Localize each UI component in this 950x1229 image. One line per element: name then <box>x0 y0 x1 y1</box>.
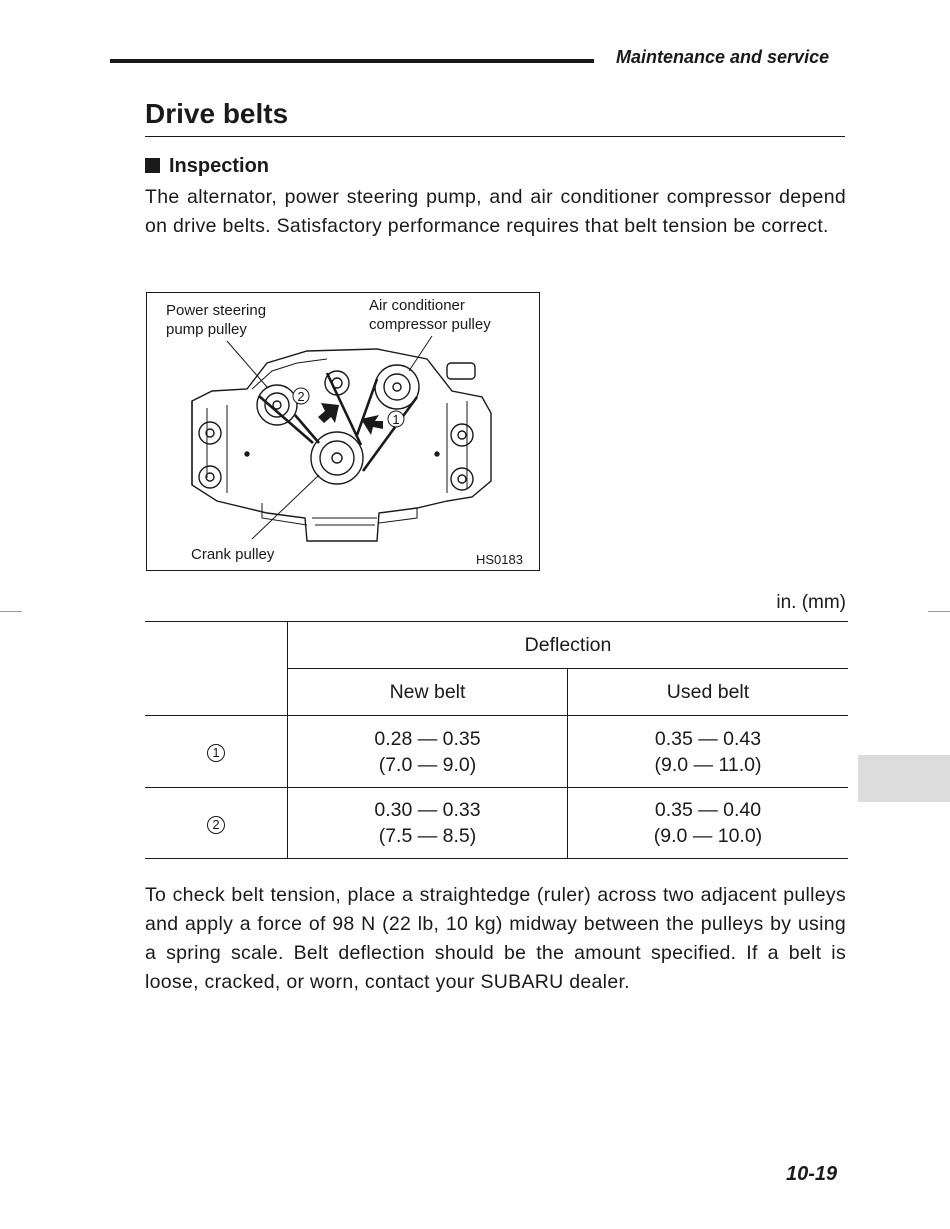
new-belt-value <box>288 716 568 788</box>
subheading <box>145 155 269 178</box>
row-number-badge: 1 <box>207 744 225 762</box>
value-mm: (7.0 — 9.0) <box>378 753 477 776</box>
value-inches: 0.28 — 0.35 <box>374 727 481 750</box>
label-air-conditioner-line2: compressor pulley <box>369 316 491 333</box>
page-title: Drive belts <box>145 98 289 129</box>
value-mm: (9.0 — 11.0) <box>654 753 762 776</box>
deflection-header: Deflection <box>288 622 849 669</box>
chapter-tab-marker <box>858 755 950 802</box>
crop-mark-right <box>928 611 950 612</box>
instruction-paragraph: To check belt tension, place a straightedge (ruler) across two adjacent pulleys and apply a force of 98 N (22 lb, 10 kg) midway between the pulleys by using a spring scale. Belt deflection should be the amount specified. If a belt is loose, cracked, or worn, contact your SUBARU dealer. <box>145 884 846 993</box>
title-divider <box>145 136 845 137</box>
used-belt-value <box>568 716 849 788</box>
label-power-steering-line1: Power steering <box>166 302 267 319</box>
engine-belt-figure <box>146 292 540 571</box>
value-inches: 0.35 — 0.43 <box>654 727 762 750</box>
label-power-steering <box>166 301 266 339</box>
label-air-conditioner-line1: Air conditioner <box>369 297 465 314</box>
square-bullet-icon <box>145 158 160 173</box>
deflection-table <box>145 621 848 859</box>
value-inches: 0.35 — 0.40 <box>654 799 762 821</box>
value-mm: (7.5 — 8.5) <box>378 825 477 847</box>
unit-note: in. (mm) <box>776 592 846 613</box>
label-crank-pulley: Crank pulley <box>191 546 275 563</box>
value-mm: (9.0 — 10.0) <box>653 825 763 847</box>
used-belt-header: Used belt <box>568 669 849 716</box>
label-power-steering-line2: pump pulley <box>166 321 247 338</box>
crop-mark-left <box>0 611 22 612</box>
header-rule <box>110 59 594 63</box>
table-row <box>145 716 848 788</box>
new-belt-value <box>288 788 568 859</box>
intro-paragraph: The alternator, power steering pump, and air conditioner compressor depend on drive belts. Satisfactory performance requires that belt tension be correct. <box>145 186 846 237</box>
subheading-text: Inspection <box>169 155 270 177</box>
section-title: Maintenance and service <box>616 47 830 67</box>
page-number: 10-19 <box>786 1163 838 1185</box>
used-belt-value <box>568 788 849 859</box>
table-corner-cell <box>145 622 288 716</box>
label-air-conditioner <box>369 296 491 334</box>
figure-code: HS0183 <box>476 552 523 567</box>
marker-2: 2 <box>297 389 305 404</box>
row-number-badge: 2 <box>207 816 225 834</box>
row-id-cell <box>145 716 288 788</box>
marker-1: 1 <box>392 412 400 427</box>
value-inches: 0.30 — 0.33 <box>374 799 481 821</box>
table-row <box>145 788 848 859</box>
new-belt-header: New belt <box>288 669 568 716</box>
row-id-cell <box>145 788 288 859</box>
